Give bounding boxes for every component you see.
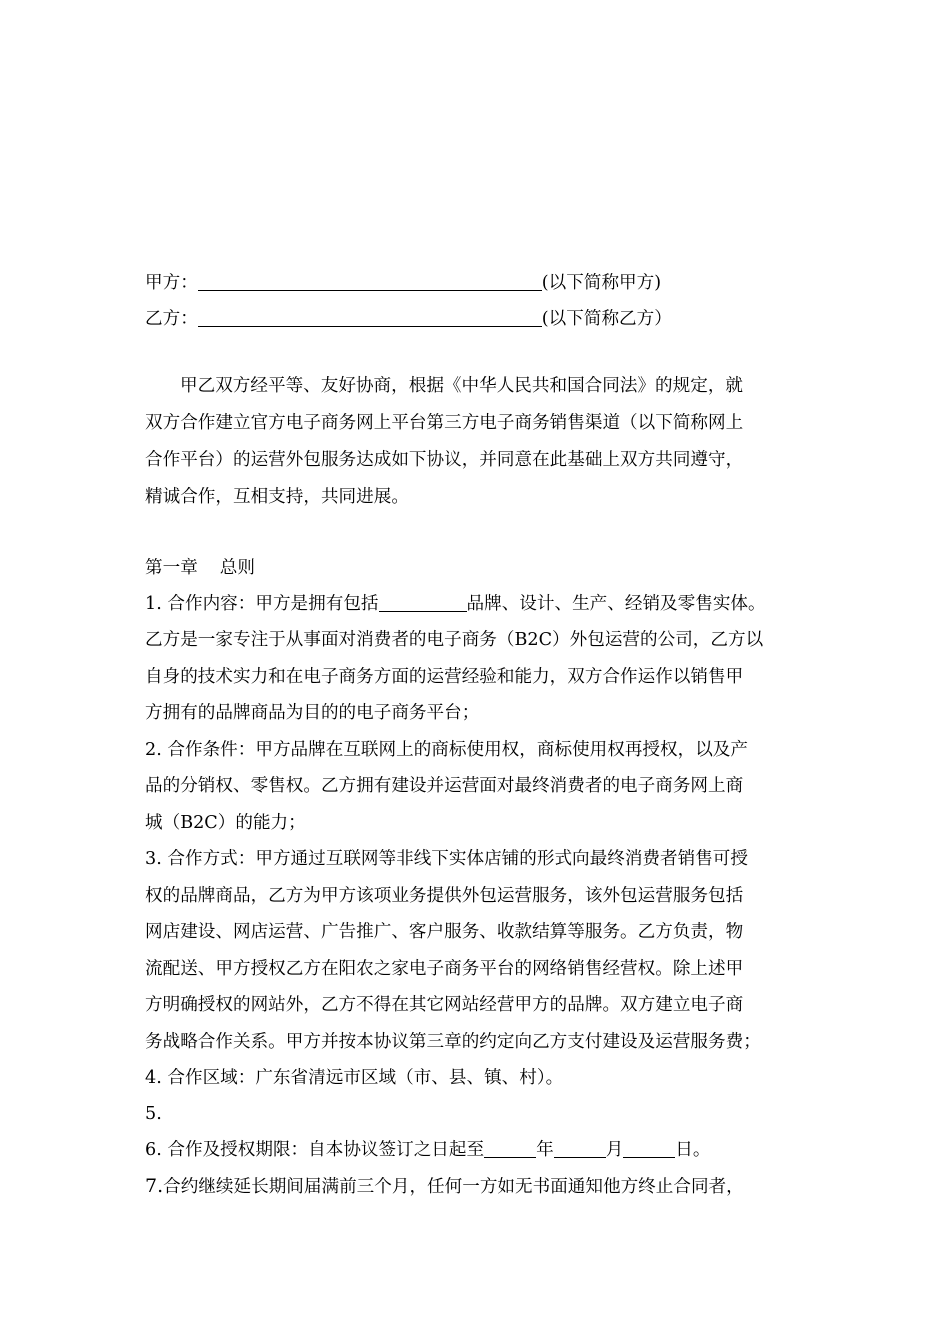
brand-blank xyxy=(379,591,467,612)
item-3-text: 网店建设、网店运营、广告推广、客户服务、收款结算等服务。乙方负责，物 xyxy=(145,922,744,942)
party-a-blank xyxy=(198,270,542,291)
item-2-text: 2. 合作条件：甲方品牌在互联网上的商标使用权，商标使用权再授权，以及产 xyxy=(145,740,748,760)
party-b-blank xyxy=(198,306,542,327)
item-7-line xyxy=(145,1171,744,1201)
year-blank xyxy=(484,1137,536,1158)
party-b-line xyxy=(145,304,672,334)
item-6-prefix: 6. 合作及授权期限：自本协议签订之日起至 xyxy=(145,1140,485,1160)
party-a-suffix: (以下简称甲方) xyxy=(541,273,662,293)
item-1-prefix: 1. 合作内容：甲方是拥有包括 xyxy=(145,594,379,614)
item-3-text: 3. 合作方式：甲方通过互联网等非线下实体店铺的形式向最终消费者销售可授 xyxy=(145,849,748,869)
item-1-text: 自身的技术实力和在电子商务方面的运营经验和能力，双方合作运作以销售甲 xyxy=(145,667,744,687)
item-7-number: 7. xyxy=(145,1175,164,1197)
item-1-text: 方拥有的品牌商品为目的的电子商务平台； xyxy=(145,703,480,723)
chapter-heading xyxy=(145,553,255,583)
item-1-line xyxy=(145,589,766,619)
day-label: 日。 xyxy=(675,1140,711,1160)
chapter-title: 总则 xyxy=(219,558,255,578)
item-1-suffix: 品牌、设计、生产、经销及零售实体。 xyxy=(466,594,766,614)
party-a-line xyxy=(145,268,661,298)
item-3-text: 流配送、甲方授权乙方在阳农之家电子商务平台的网络销售经营权。除上述甲 xyxy=(145,959,744,979)
item-6-line xyxy=(145,1135,711,1165)
month-blank xyxy=(554,1137,606,1158)
party-b-label: 乙方： xyxy=(145,309,198,329)
item-4-text: 4. 合作区域：广东省清远市区域（市、县、镇、村）。 xyxy=(145,1068,564,1088)
item-2-text: 品的分销权、零售权。乙方拥有建设并运营面对最终消费者的电子商务网上商 xyxy=(145,776,744,796)
item-2-text: 城（B2C）的能力； xyxy=(145,813,306,833)
chapter-number: 第一章 xyxy=(145,558,198,578)
preamble-line: 精诚合作，互相支持，共同进展。 xyxy=(145,487,409,507)
day-blank xyxy=(623,1137,675,1158)
preamble-line: 双方合作建立官方电子商务网上平台第三方电子商务销售渠道（以下简称网上 xyxy=(145,413,744,433)
party-b-suffix: (以下简称乙方） xyxy=(541,309,672,329)
item-3-text: 务战略合作关系。甲方并按本协议第三章的约定向乙方支付建设及运营服务费； xyxy=(145,1032,761,1052)
month-label: 月 xyxy=(605,1140,624,1160)
party-a-label: 甲方： xyxy=(145,273,198,293)
preamble-line: 甲乙双方经平等、友好协商，根据《中华人民共和国合同法》的规定，就 xyxy=(180,376,744,396)
item-3-text: 权的品牌商品，乙方为甲方该项业务提供外包运营服务，该外包运营服务包括 xyxy=(145,886,744,906)
item-3-text: 方明确授权的网站外，乙方不得在其它网站经营甲方的品牌。双方建立电子商 xyxy=(145,995,744,1015)
preamble-line: 合作平台）的运营外包服务达成如下协议，并同意在此基础上双方共同遵守， xyxy=(145,450,744,470)
year-label: 年 xyxy=(536,1140,554,1160)
item-7-text: 合约继续延长期间届满前三个月，任何一方如无书面通知他方终止合同者， xyxy=(163,1177,744,1197)
item-1-text: 乙方是一家专注于从事面对消费者的电子商务（B2C）外包运营的公司，乙方以 xyxy=(145,630,764,650)
item-5-text: 5. xyxy=(145,1104,162,1124)
